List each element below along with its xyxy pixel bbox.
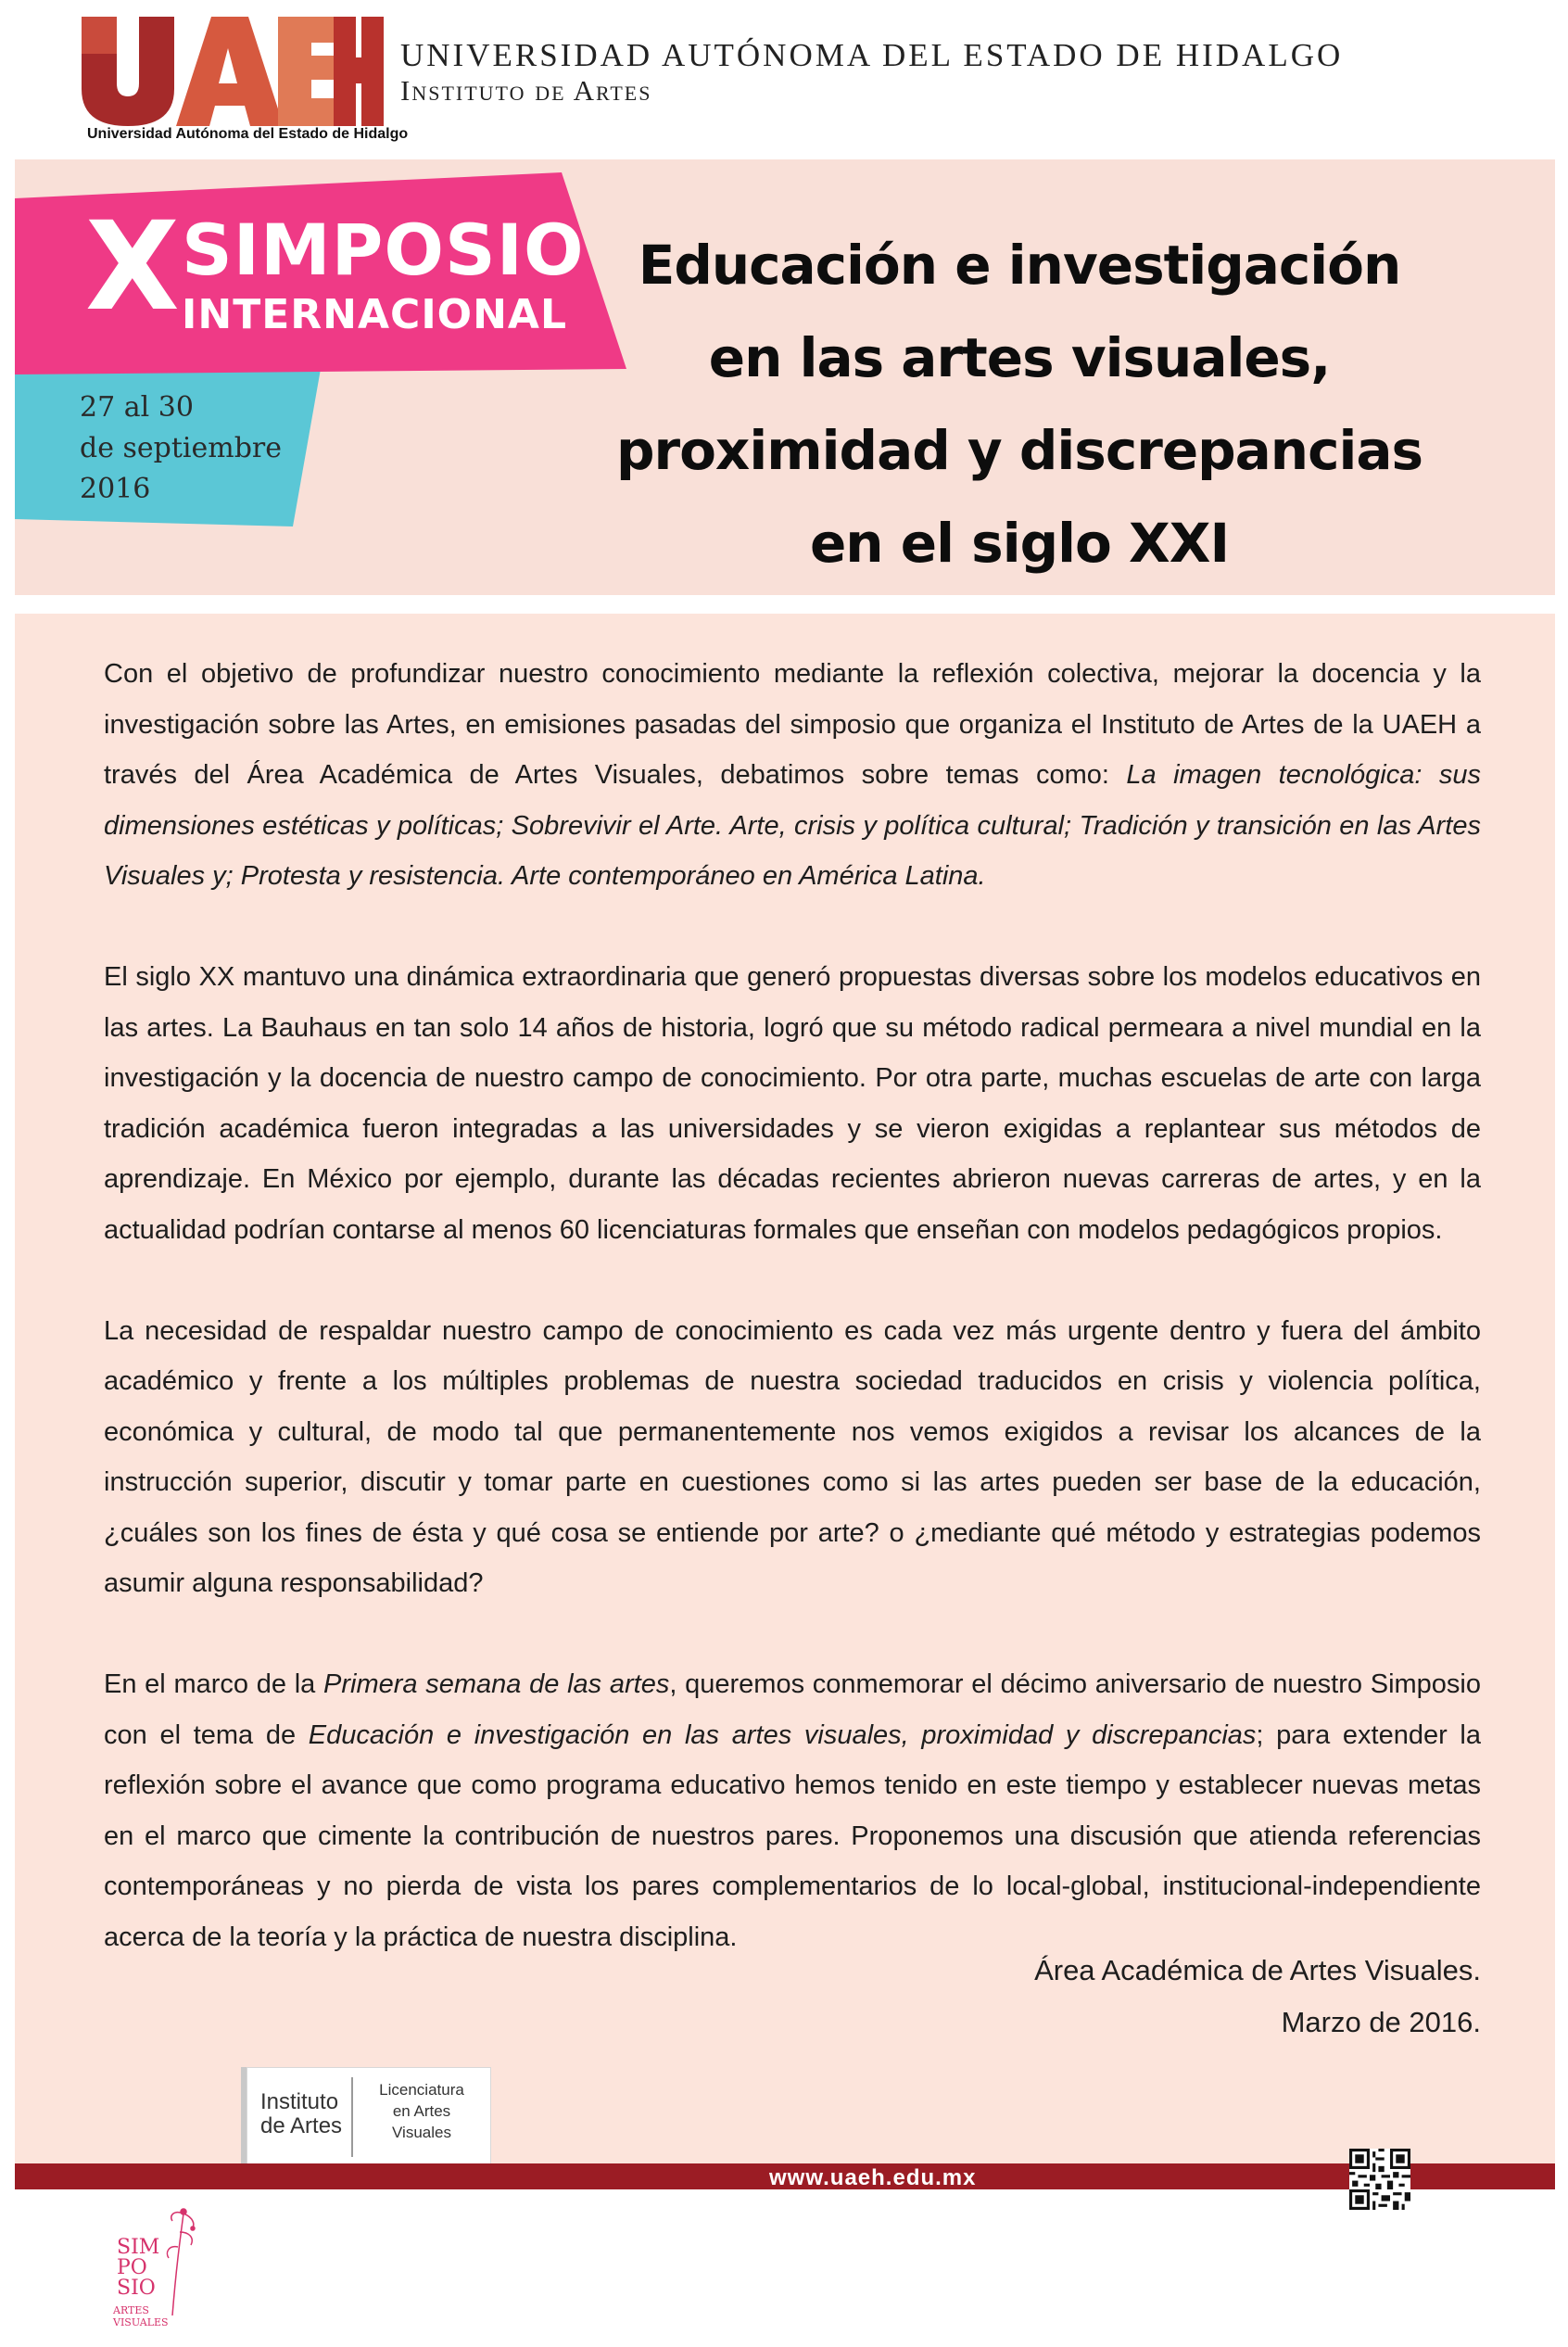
title-line-1: Educación e investigación: [638, 234, 1401, 297]
date-line-2: de septiembre: [80, 432, 282, 464]
logo-caption: Universidad Autónoma del Estado de Hidalgo: [87, 126, 409, 142]
signature-line-2: Marzo de 2016.: [1281, 2006, 1481, 2038]
paragraph-2: El siglo XX mantuvo una dinámica extraordinaria que generó propuestas diversas sobre los modelos educativos en las artes. La Bauhaus en tan solo 14 años de historia, logró que su método radical permeara a nivel mundial en la investigación y la docencia de nuestro campo de conocimiento. Por otra parte, muchas escuelas de arte con larga tradición académica fueron integradas a las universidades y se vieron exigidas a replantear sus métodos de aprendizaje. En México por ejemplo, durante las décadas recientes abrieron nuevas carreras de artes, y en la actualidad podrían contarse al menos 60 licenciaturas formales que enseñan con modelos pedagógicos propios.: [104, 962, 1481, 1245]
date-line-3: 2016: [80, 473, 151, 505]
uaeh-logo: [80, 13, 409, 152]
instituto-artes-logo: [247, 2067, 491, 2165]
date-line-1: 27 al 30: [80, 391, 194, 424]
qr-code-icon: [1349, 2149, 1410, 2210]
symposium-title: [612, 219, 1427, 590]
uaeh-logo-letters: [80, 13, 386, 128]
paragraph-1: Con el objetivo de profundizar nuestro conocimiento mediante la reflexión colectiva, mejorar la docencia y la investigación sobre las Artes, en emisiones pasadas del simposio que organiza el Instituto de Artes de la UAEH a través del Área Académica de Artes Visuales, debatimos sobre temas como: La imagen tecnológica: sus dimensiones estéticas y políticas; Sobrevivir el Arte. Arte, crisis y política cultural; Tradición y transición en las Artes Visuales y; Protesta y resistencia. Arte contemporáneo en América Latina.: [104, 659, 1481, 891]
institute-name: Instituto de Artes: [400, 74, 652, 107]
title-line-4: en el siglo XXI: [809, 512, 1230, 575]
title-line-2: en las artes visuales,: [708, 326, 1331, 389]
banner-internacional: INTERNACIONAL: [182, 291, 568, 338]
paragraph-3: La necesidad de respaldar nuestro campo de conocimiento es cada vez más urgente dentro y fuera del ámbito académico y frente a los múltiples problemas de nuestra sociedad traducidos en crisis y violencia política, económica y cultural, de modo tal que permanentemente nos vemos exigidos a revisar los alcances de la instrucción superior, discutir y tomar parte en cuestiones como si las artes pueden ser base de la educación, ¿cuáles son los fines de ésta y qué cosa se entiende por arte? o ¿mediante qué método y estrategias podemos asumir alguna responsabilidad?: [104, 1315, 1481, 1598]
university-name: UNIVERSIDAD AUTÓNOMA DEL ESTADO DE HIDALGO: [400, 37, 1344, 73]
paragraph-4: En el marco de la Primera semana de las artes, queremos conmemorar el décimo aniversario de nuestro Simposio con el tema de Educación e investigación en las artes visuales, proximidad y discrepancias; para extender la reflexión sobre el avance que como programa educativo hemos tenido en este tiempo y establecer nuevas metas en el marco que cimente la contribución de nuestros pares. Proponemos una discusión que atienda referencias contemporáneas y no pierda de vista los pares complementarios de lo local-global, institucional-independiente acerca de la teoría y la práctica de nuestra disciplina.: [104, 1669, 1481, 1952]
simposio-logo-subtext: ARTES VISUALES: [113, 2304, 169, 2328]
body-text: [104, 649, 1481, 1962]
title-line-3: proximidad y discrepancias: [615, 419, 1423, 482]
signature-line-1: Área Académica de Artes Visuales.: [1034, 1954, 1481, 1986]
simposio-logo-text: SIM PO SIO: [117, 2236, 160, 2300]
logo-divider: [351, 2077, 353, 2157]
banner-numeral: X: [85, 196, 180, 338]
event-date: [80, 387, 282, 510]
website-link[interactable]: www.uaeh.edu.mx: [769, 2165, 977, 2190]
signature: [1034, 1945, 1481, 2049]
instituto-label: Instituto de Artes: [260, 2089, 343, 2138]
licenciatura-label: Licenciatura en Artes Visuales: [379, 2081, 464, 2141]
banner-simposio: SIMPOSIO: [182, 209, 585, 291]
